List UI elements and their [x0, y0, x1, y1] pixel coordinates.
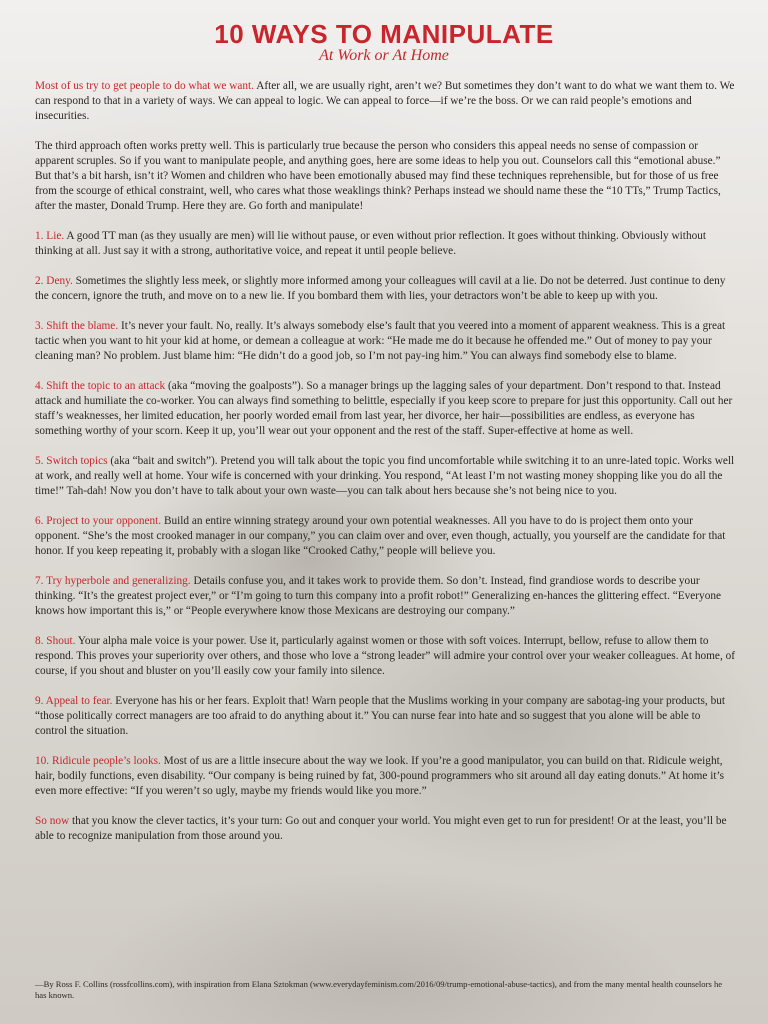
tactic-heading: 9. Appeal to fear.	[35, 695, 113, 707]
tactic-8-shout	[35, 634, 735, 679]
tactic-text: Most of us are a little insecure about the way we look. If you’re a good manipulator, you can build on that. Ridicule weight, hair, bodily functions, even disability. “Our company is being ruined by fat, 300-pound programmers who sit around all day eating donuts.” At home it’s even more effective: “If you weren’t so ugly, maybe my friends would like you more.”	[35, 755, 725, 797]
tactic-text: It’s never your fault. No, really. It’s always somebody else’s fault that you veered into a moment of apparent weakness. This is a great tactic when you want to hit your kid at home, or demean a colleague at work: “He made me do it because he offended me.” Out of money to pay your cleaning man? No problem. Just blame him: “He didn’t do a good job, so I’m not pay-ing him.” You can always find somebody else to blame.	[35, 320, 726, 362]
tactic-heading: 7. Try hyperbole and generalizing.	[35, 575, 191, 587]
tactic-4-shift-topic	[35, 379, 735, 439]
tactic-1-lie	[35, 229, 735, 259]
paragraph-lead: So now	[35, 815, 70, 827]
paragraph-intro	[35, 79, 735, 124]
tactic-9-fear	[35, 694, 735, 739]
tactic-heading: 1. Lie.	[35, 230, 65, 242]
tactic-heading: 6. Project to your opponent.	[35, 515, 162, 527]
tactic-5-switch-topics	[35, 454, 735, 499]
tactic-text: A good TT man (as they usually are men) will lie without pause, or even without prior reflection. It goes without thinking. Obviously without thinking at all. Just say it with a strong, authoritative voice, and repeat it until people believe.	[35, 230, 707, 257]
tactic-heading: 3. Shift the blame.	[35, 320, 119, 332]
tactic-text: Details confuse you, and it takes work to provide them. So don’t. Instead, find grandiose words to describe your thinking. “It’s the greatest project ever,” or “I’m going to turn this company into a profit robot!” Generalizing en-hances the glittering effect. “Everyone knows how important this is,” or “People everywhere know those Mexicans are destroying our company.”	[35, 575, 722, 617]
tactic-heading: 8. Shout.	[35, 635, 76, 647]
tactic-10-ridicule	[35, 754, 735, 799]
tactic-6-project	[35, 514, 735, 559]
tactic-2-deny	[35, 274, 735, 304]
tactic-text: (aka “moving the goalposts”). So a manager brings up the lagging sales of your department. Don’t respond to that. Instead attack and humiliate the co-worker. You can always find something to belittle, especially if you keep score to prepare for just this opportunity. Call out her staff’s weaknesses, her limited education, her poorly worded email from last year, her divorce, her hair—possibilities are endless, as everyone has something worthy of your scorn. Keep it up, you’ll wear out your opponent and the rest of the staff. Super-effective at home as well.	[35, 380, 733, 437]
tactic-7-hyperbole	[35, 574, 735, 619]
paragraph-text: After all, we are usually right, aren’t we? But sometimes they don’t want to do what we want them to. We can respond to that in a variety of ways. We can appeal to logic. We can appeal to force—if we’re the boss. Or we can raid people’s emotions and insecurities.	[35, 80, 735, 122]
tactic-text: Sometimes the slightly less meek, or slightly more informed among your colleagues will cavil at a lie. Do not be deterred. Just continue to deny the concern, ignore the truth, and move on to a new lie. If you bombard them with lies, your detractors won’t be able to keep up with you.	[35, 275, 726, 302]
paragraph-text: The third approach often works pretty well. This is particularly true because the person who considers this appeal needs no sense of compassion or apparent scruples. So if you want to manipulate people, and anything goes, here are some ideas to help you out. Counselors call this “emotional abuse.” But that’s a bit harsh, isn’t it? Women and children who have been emotionally abused may find these techniques reprehensible, but for those of us free from the scourge of ethical constraint, well, who cares what those weaklings think? Perhaps instead we should name these the “10 TTs,” Trump Tactics, after the master, Donald Trump. Here they are. Go forth and manipulate!	[35, 140, 721, 212]
document-subtitle: At Work or At Home	[319, 47, 449, 64]
tactic-text: Your alpha male voice is your power. Use it, particularly against women or those with soft voices. Interrupt, bellow, refuse to allow them to respond. This proves your superiority over others, and those who love a “strong leader” will admire your control over your weaker colleagues. At home, of course, if you shout and bluster on you’ll easily cow your family into silence.	[35, 635, 736, 677]
tactic-text: (aka “bait and switch”). Pretend you will talk about the topic you find uncomfortable while switching it to an unre-lated topic. Works well at work, and really well at home. Your wife is concerned with your drinking. You respond, “At least I’m not wasting money shopping like you do all the time!” Tah-dah! Now you don’t have to talk about your own waste—you can talk about hers because she’s not being nice to you.	[35, 455, 735, 497]
paragraph-lead: Most of us try to get people to do what we want.	[35, 80, 254, 92]
paragraph-approach	[35, 139, 735, 214]
author-credit: —By Ross F. Collins (rossfcollins.com), with inspiration from Elana Sztokman (www.everydayfeminism.com/2016/09/trump-emotional-abuse-tactics), and from the many mental health counselors he has known.	[35, 979, 723, 1000]
tactic-heading: 2. Deny.	[35, 275, 73, 287]
tactic-3-shift-blame	[35, 319, 735, 364]
paragraph-text: that you know the clever tactics, it’s your turn: Go out and conquer your world. You might even get to run for president! Or at the least, you’ll be able to recognize manipulation from those around you.	[35, 815, 727, 842]
tactic-text: Build an entire winning strategy around your own potential weaknesses. All you have to do is project them onto your opponent. “She’s the most crooked manager in our company,” you can claim over and over, even though, actually, you yourself are the candidate for that honor. If you keep repeating it, probably with a slogan like “Crooked Cathy,” people will believe you.	[35, 515, 726, 557]
tactic-heading: 5. Switch topics	[35, 455, 108, 467]
tactic-heading: 4. Shift the topic to an attack	[35, 380, 166, 392]
tactic-text: Everyone has his or her fears. Exploit that! Warn people that the Muslims working in your company are sabotag-ing your products, but “those politically correct managers are too afraid to do anything about it.” You can nurse fear into hate and so suggest that you alone will be able to control the situation.	[35, 695, 726, 737]
tactic-heading: 10. Ridicule people’s looks.	[35, 755, 161, 767]
paragraph-conclusion	[35, 814, 735, 844]
article-body	[35, 79, 735, 859]
document-title: 10 WAYS TO MANIPULATE	[214, 19, 554, 49]
